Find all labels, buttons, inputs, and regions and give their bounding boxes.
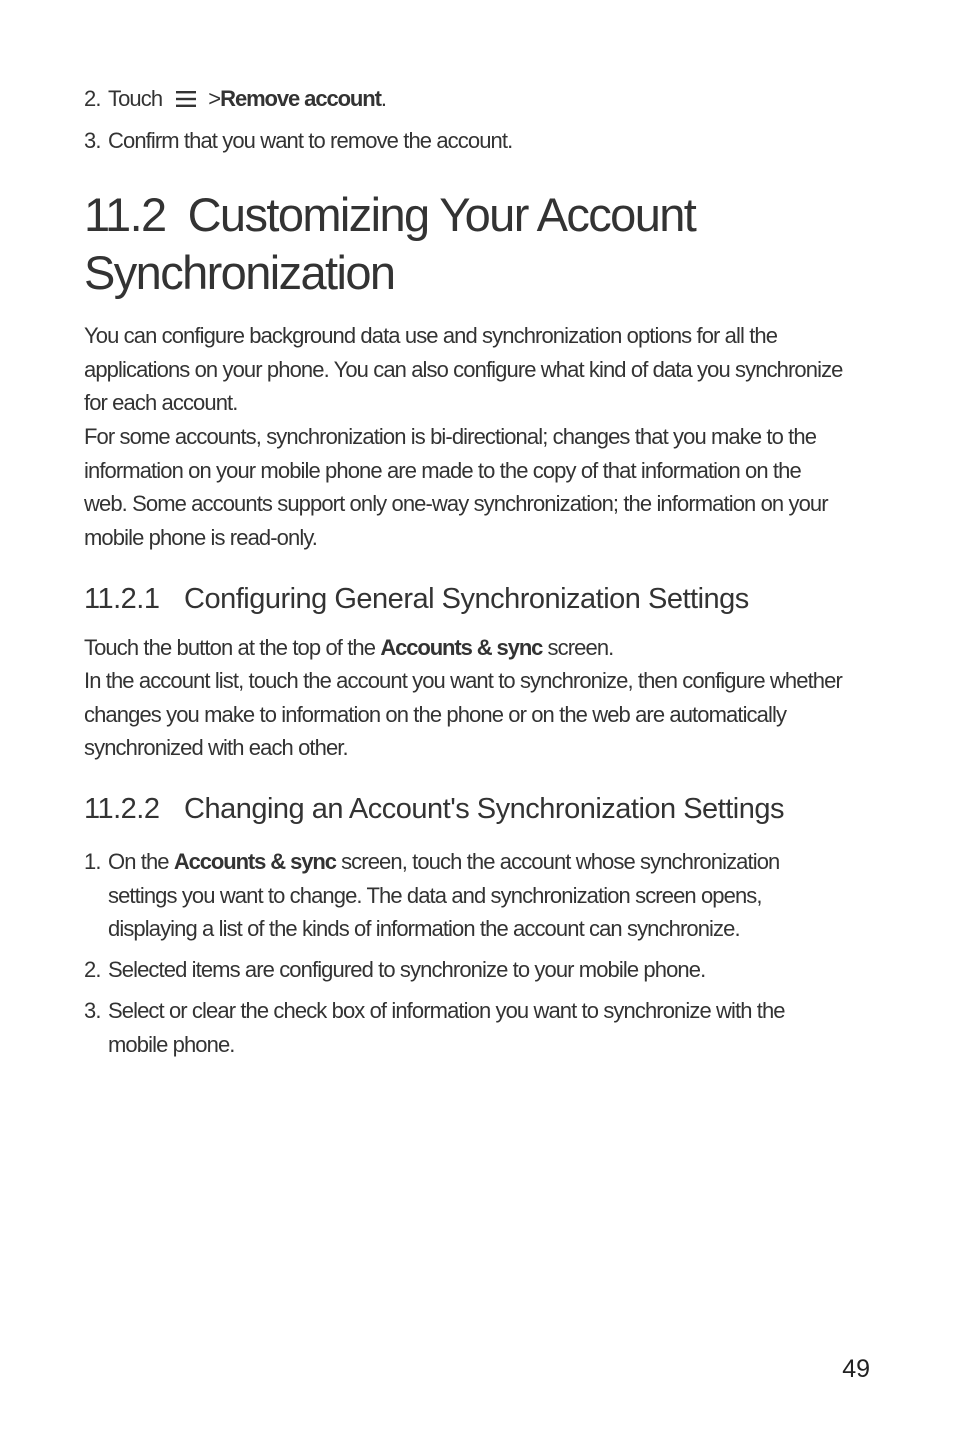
subsection-title-text: Changing an Account's Synchronization Settings (184, 793, 784, 825)
text-line: In the account list, touch the account you want to synchronize, then configure whether (84, 668, 842, 693)
step-number: 2. (84, 957, 101, 983)
step-number: 3. (84, 128, 101, 153)
step-number: 1. (84, 849, 101, 874)
intro-paragraph-2 (84, 420, 874, 555)
remove-account-label: Remove account (220, 86, 381, 111)
step-period: . (380, 86, 387, 111)
section-title (84, 186, 864, 302)
text-line: for each account. (84, 390, 238, 416)
step-arrow: > (208, 86, 221, 111)
text-line (84, 631, 874, 665)
text-line: For some accounts, synchronization is bi-directional; changes that you make to the (84, 424, 817, 449)
text-line: settings you want to change. The data and synchronization screen opens, (108, 882, 762, 908)
account-sync-steps (84, 845, 874, 1068)
step-touch-remove-account (84, 82, 386, 116)
text-line: displaying a list of the kinds of information the account can synchronize. (108, 916, 740, 942)
list-item (84, 994, 874, 1061)
text-line: applications on your phone. You can also configure what kind of data you synchronize (84, 356, 843, 382)
step-number: 3. (84, 997, 101, 1023)
step-number: 2. (84, 86, 101, 111)
text-line (108, 845, 874, 879)
step-text: Confirm that you want to remove the account. (108, 128, 513, 153)
section-title-line1: Customizing Your Account (187, 188, 696, 241)
subsection-number: 11.2.1 (84, 583, 160, 615)
text-line: You can configure background data use and synchronization options for all the (84, 323, 778, 348)
text-line: web. Some accounts support only one-way synchronization; the information on your (84, 491, 828, 517)
text-run: Touch the button at the top of the (84, 635, 381, 660)
text-line: synchronized with each other. (84, 735, 348, 761)
text-run: screen, touch the account whose synchronization (335, 849, 780, 874)
subsection-number: 11.2.2 (84, 793, 160, 825)
text-run: screen. (542, 635, 614, 660)
general-sync-paragraph-1 (84, 631, 874, 665)
text-line: mobile phone is read-only. (84, 525, 318, 551)
section-title-line2: Synchronization (84, 246, 395, 299)
text-line: Selected items are configured to synchronize to your mobile phone. (108, 957, 706, 983)
general-sync-paragraph-2 (84, 664, 874, 765)
text-line: Select or clear the check box of information you want to synchronize with the (108, 997, 785, 1023)
menu-icon (176, 90, 196, 108)
text-line: mobile phone. (108, 1031, 235, 1057)
subsection-title-account-sync (84, 789, 784, 829)
intro-paragraph-1 (84, 319, 874, 420)
accounts-sync-label: Accounts & sync (173, 849, 336, 874)
page-number: 49 (842, 1355, 870, 1383)
accounts-sync-label: Accounts & sync (380, 635, 543, 660)
text-line: information on your mobile phone are made to the copy of that information on the (84, 457, 801, 483)
subsection-title-text: Configuring General Synchronization Settings (184, 583, 749, 615)
text-run: On the (108, 849, 174, 874)
step-touch-word: Touch (108, 86, 163, 111)
subsection-title-general-sync (84, 579, 749, 619)
step-confirm-remove (84, 124, 512, 158)
section-number: 11.2 (84, 188, 166, 241)
text-line: changes you make to information on the phone or on the web are automatically (84, 701, 787, 727)
list-item (84, 845, 874, 946)
list-item (84, 953, 874, 987)
